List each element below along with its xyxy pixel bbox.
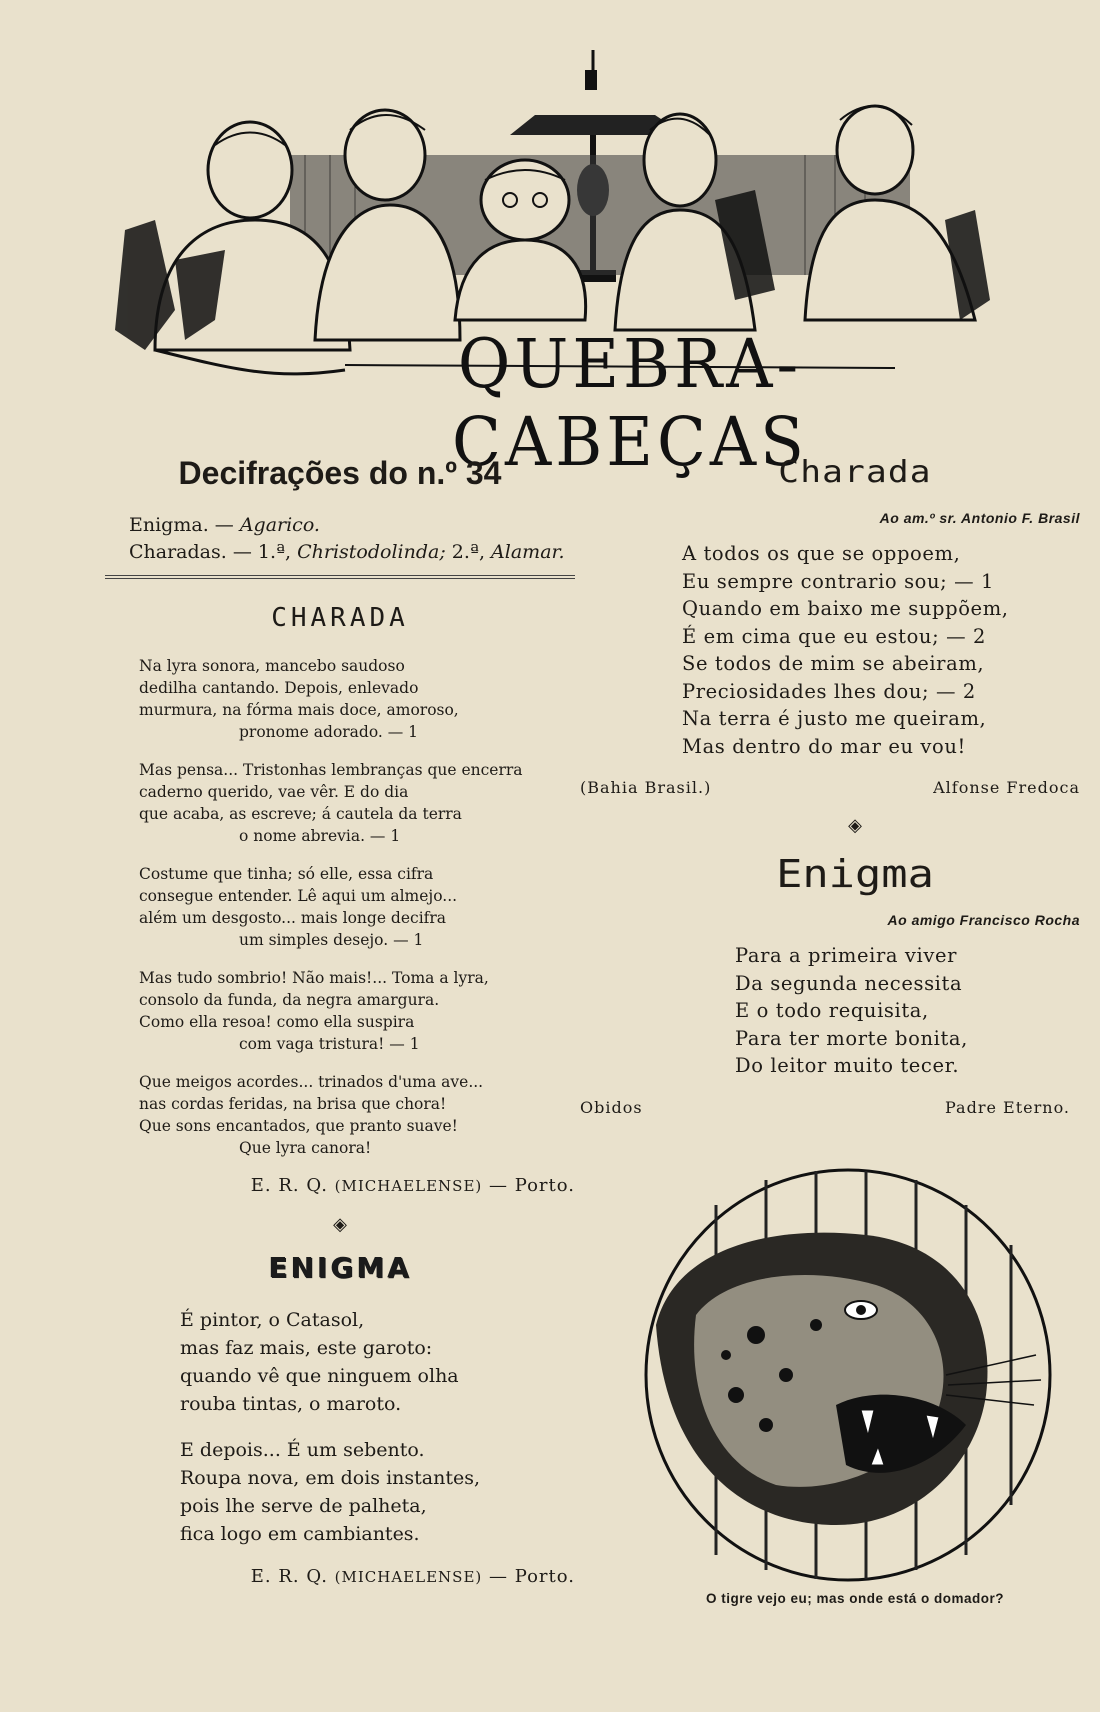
signature-author: Padre Eterno. — [945, 1097, 1070, 1117]
verse-line: que acaba, as escreve; á cautela da terra — [139, 805, 462, 823]
verse-line: Como ella resoa! como ella suspira — [139, 1013, 415, 1031]
verse-line: fica logo em cambiantes. — [180, 1523, 420, 1545]
enigma-stanza-1 — [180, 1306, 575, 1418]
enigma-answer-line — [129, 514, 575, 536]
charada-dedication: Ao am.º sr. Antonio F. Brasil — [879, 510, 1080, 526]
verse-line: Preciosidades lhes dou; — 2 — [682, 679, 976, 703]
charada-signature — [105, 1175, 575, 1196]
enigma-signature — [105, 1566, 575, 1587]
charada-stanza-5 — [139, 1071, 575, 1159]
charada-title: CHARADA — [271, 603, 409, 633]
signature-initials: E. R. Q. — [250, 1175, 335, 1196]
verse-line: o nome abrevia. — 1 — [239, 827, 401, 845]
signature-pseudonym: (MICHAELENSE) — [334, 1177, 483, 1195]
right-enigma-signature — [580, 1098, 1070, 1117]
verse-line: Roupa nova, em dois instantes, — [180, 1467, 481, 1489]
verse-line: caderno querido, vae vêr. E do dia — [139, 783, 409, 801]
verse-line: E o todo requisita, — [735, 999, 929, 1022]
enigma-answer: Agarico. — [239, 514, 320, 536]
enigma-stanza-2 — [180, 1436, 575, 1548]
signature-place: — Porto. — [482, 1175, 575, 1196]
verse-line: Eu sempre contrario sou; — 1 — [682, 569, 995, 593]
charadas-answer-line — [129, 541, 575, 563]
verse-line: rouba tintas, o maroto. — [180, 1393, 402, 1415]
diamond-ornament-icon: ◈ — [848, 815, 862, 836]
charada-stanza-3 — [139, 863, 575, 951]
verse-line: Se todos de mim se abeiram, — [682, 652, 985, 675]
enigma-answer-label: Enigma. — — [129, 514, 240, 536]
verse-line: pronome adorado. — 1 — [239, 723, 419, 741]
signature-place: (Bahia Brasil.) — [580, 778, 712, 797]
verse-line: É em cima que eu estou; — 2 — [682, 624, 986, 648]
verse-line: mas faz mais, este garoto: — [180, 1337, 433, 1359]
charadas-separator: 2.ª, — [445, 541, 492, 563]
right-enigma-title: Enigma — [776, 852, 934, 896]
signature-place: Obidos — [580, 1097, 643, 1117]
verse-line: Mas dentro do mar eu vou! — [682, 734, 966, 758]
decifracoes-title: Decifrações do n.º 34 — [178, 455, 502, 491]
verse-line: com vaga tristura! — 1 — [239, 1035, 420, 1053]
right-charada-signature — [580, 778, 1080, 797]
enigma-title: ENIGMA — [268, 1251, 412, 1284]
right-charada-title: Charada — [778, 455, 932, 490]
verse-line: Do leitor muito tecer. — [735, 1054, 960, 1077]
verse-line: quando vê que ninguem olha — [180, 1365, 459, 1387]
verse-line: É pintor, o Catasol, — [180, 1309, 365, 1331]
verse-line: murmura, na fórma mais doce, amoroso, — [139, 701, 459, 719]
left-column — [105, 455, 575, 1587]
enigma-dedication: Ao amigo Francisco Rocha — [887, 912, 1080, 928]
right-column — [580, 455, 1080, 1129]
signature-author: Alfonse Fredoca — [933, 778, 1080, 797]
signature-place: — Porto. — [482, 1566, 575, 1587]
verse-line: Que meigos acordes... trinados d'uma ave... — [139, 1073, 484, 1091]
verse-line: A todos os que se oppoem, — [682, 542, 961, 565]
verse-line: além um desgosto... mais longe decifra — [139, 909, 447, 927]
charada-stanza-2 — [139, 759, 575, 847]
charada-stanza-4 — [139, 967, 575, 1055]
tiger-in-cage-illustration — [636, 1165, 1060, 1585]
verse-line: Mas tudo sombrio! Não mais!... Toma a lyra, — [139, 969, 489, 987]
right-enigma-verse — [735, 942, 1080, 1080]
verse-line: Na terra é justo me queiram, — [682, 707, 987, 730]
charada-answer-1: Christodolinda; — [297, 541, 446, 563]
charada-stanza-1 — [139, 655, 575, 743]
verse-line: Que lyra canora! — [239, 1139, 372, 1157]
right-charada-verse — [682, 540, 1080, 760]
verse-line: Mas pensa... Tristonhas lembranças que encerra — [139, 761, 523, 779]
verse-line: Da segunda necessita — [735, 971, 963, 995]
verse-line: Para ter morte bonita, — [735, 1026, 968, 1050]
charadas-answer-label: Charadas. — 1.ª, — [129, 541, 298, 563]
signature-pseudonym: (MICHAELENSE) — [334, 1568, 483, 1586]
tiger-caption: O tigre vejo eu; mas onde está o domador? — [705, 1591, 1005, 1606]
verse-line: dedilha cantando. Depois, enlevado — [139, 679, 419, 697]
signature-initials: E. R. Q. — [250, 1566, 335, 1587]
verse-line: consegue entender. Lê aqui um almejo... — [139, 887, 458, 905]
verse-line: E depois... É um sebento. — [180, 1439, 425, 1461]
diamond-ornament-icon: ◈ — [333, 1214, 347, 1235]
verse-line: Quando em baixo me suppõem, — [682, 597, 1009, 620]
charada-answer-2: Alamar. — [491, 541, 565, 563]
verse-line: Na lyra sonora, mancebo saudoso — [139, 657, 405, 675]
verse-line: Que sons encantados, que pranto suave! — [139, 1117, 458, 1135]
verse-line: nas cordas feridas, na brisa que chora! — [139, 1095, 447, 1113]
verse-line: Costume que tinha; só elle, essa cifra — [139, 865, 434, 883]
verse-line: um simples desejo. — 1 — [239, 931, 424, 949]
masthead-title: QUEBRA-CABEÇAS — [452, 326, 808, 482]
divider-rule — [105, 575, 575, 579]
verse-line: pois lhe serve de palheta, — [180, 1495, 427, 1517]
verse-line: Para a primeira viver — [735, 944, 958, 967]
verse-line: consolo da funda, da negra amargura. — [139, 991, 440, 1009]
